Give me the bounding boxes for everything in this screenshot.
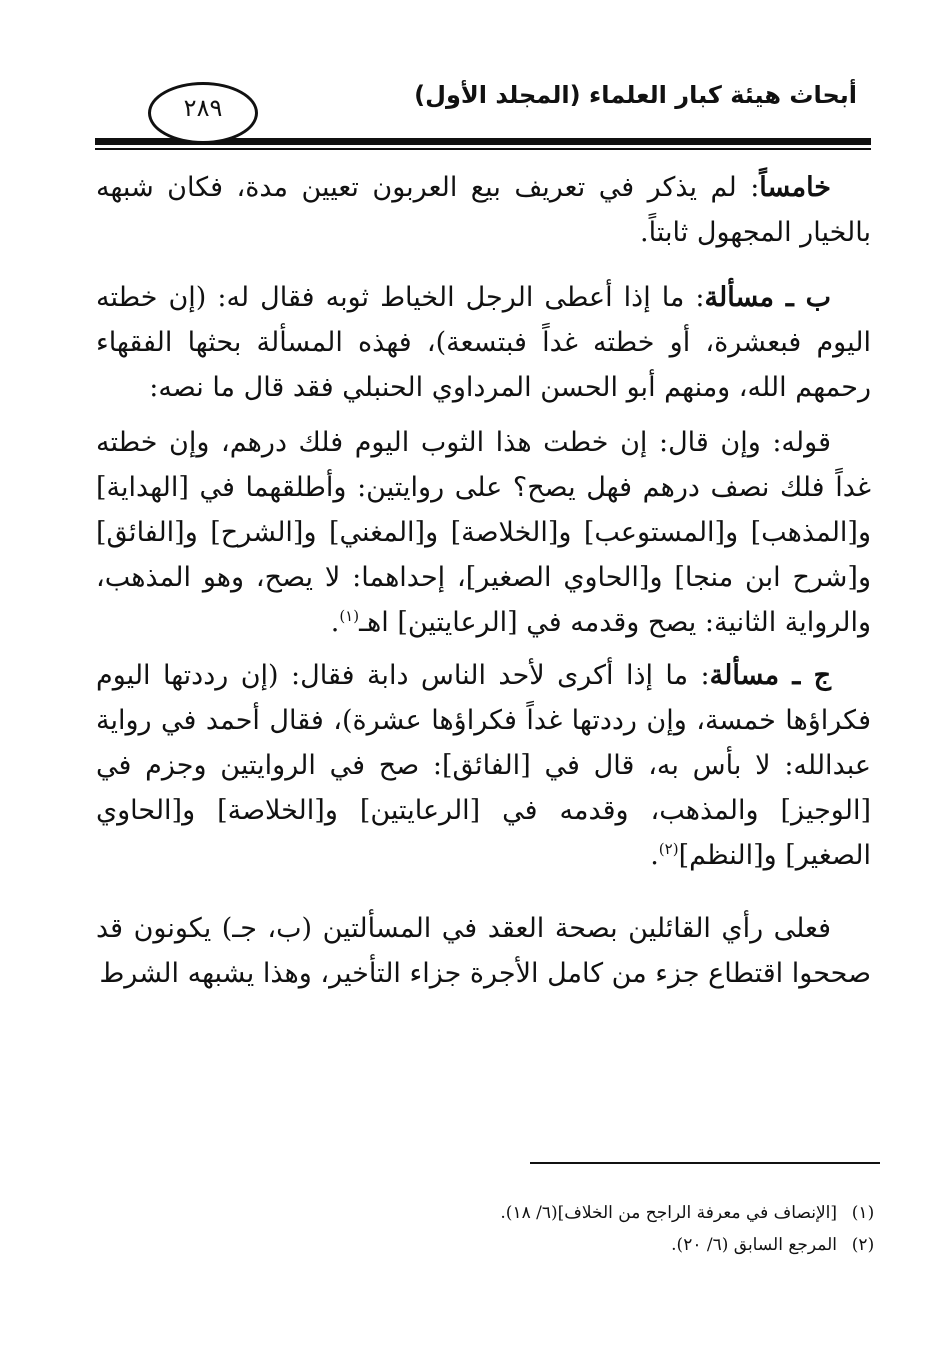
paragraph-text: قوله: وإن قال: إن خطت هذا الثوب اليوم فلك درهم، وإن خطته غداً فلك نصف درهم فهل يصح؟ على روايتين: وأطلقهما في [الهداية] و[المذهب] و[المستوعب] و[الخلاصة] و[المغني] و[الشرح] و[الفائق] و[شرح ابن منجا] و[الحاوي الصغير]، إحداهما: لا يصح، وهو المذهب، والرواية الثانية: يصح وقدمه في [الرعايتين] اهـ — [96, 427, 871, 638]
footnote-1 — [469, 1197, 889, 1229]
paragraph-lead: ب ـ مسألة — [704, 282, 831, 313]
paragraph-quote — [96, 420, 871, 645]
paragraph-conclusion — [96, 906, 871, 996]
page-number-oval — [148, 82, 258, 144]
paragraph-lead: ج ـ مسألة — [709, 660, 831, 691]
paragraph-fifth — [96, 165, 871, 255]
footnote-2 — [469, 1229, 889, 1261]
footnote-ref-2[interactable]: (٢) — [658, 840, 679, 858]
footnote-number: (٢) — [851, 1235, 875, 1255]
header-rule-thin — [95, 148, 871, 150]
footnote-ref-1[interactable]: (١) — [339, 607, 360, 625]
footnote-number: (١) — [851, 1203, 875, 1223]
paragraph-end: . — [330, 607, 340, 638]
paragraph-text: فعلى رأي القائلين بصحة العقد في المسألتين (ب، جـ) يكونون قد صححوا اقتطاع جزء من كامل الأجرة جزاء التأخير، وهذا يشبهه الشرط — [96, 913, 871, 989]
paragraph-end: . — [650, 840, 659, 871]
body-text — [96, 165, 871, 1016]
paragraph-text: : لم يذكر في تعريف بيع العربون تعيين مدة، فكان شبهه بالخيار المجهول ثابتاً. — [96, 172, 871, 248]
paragraph-text: : ما إذا أكرى لأحد الناس دابة فقال: (إن رددتها اليوم فكراؤها خمسة، وإن رددتها غداً فكراؤها عشرة)، فقال أحمد في رواية عبدالله: لا بأس به، قال في [الفائق]: صح في الروايتين وجزم في [الوجيز] والمذهب، وقدمه في [الرعايتين] و[الخلاصة] و[الحاوي الصغير] و[النظم] — [96, 660, 872, 871]
running-title: أبحاث هيئة كبار العلماء (المجلد الأول) — [414, 81, 857, 109]
paragraph-text: : ما إذا أعطى الرجل الخياط ثوبه فقال له: (إن خطته اليوم فبعشرة، أو خطته غداً فبتسعة)، فهذه المسألة بحثها الفقهاء رحمهم الله، ومنهم أبو الحسن المرداوي الحنبلي فقد قال ما نصه: — [96, 282, 871, 403]
page-number: ٢٨٩ — [183, 94, 223, 122]
footnote-text: [الإنصاف في معرفة الراجح من الخلاف](٦/ ١٨). — [500, 1203, 837, 1223]
paragraph-lead: خامساً — [759, 172, 831, 203]
paragraph-issue-j — [96, 653, 871, 878]
paragraph-issue-b — [96, 275, 871, 410]
footnote-separator — [530, 1162, 880, 1164]
footnote-text: المرجع السابق (٦/ ٢٠). — [671, 1235, 837, 1255]
footnotes — [469, 1197, 889, 1261]
